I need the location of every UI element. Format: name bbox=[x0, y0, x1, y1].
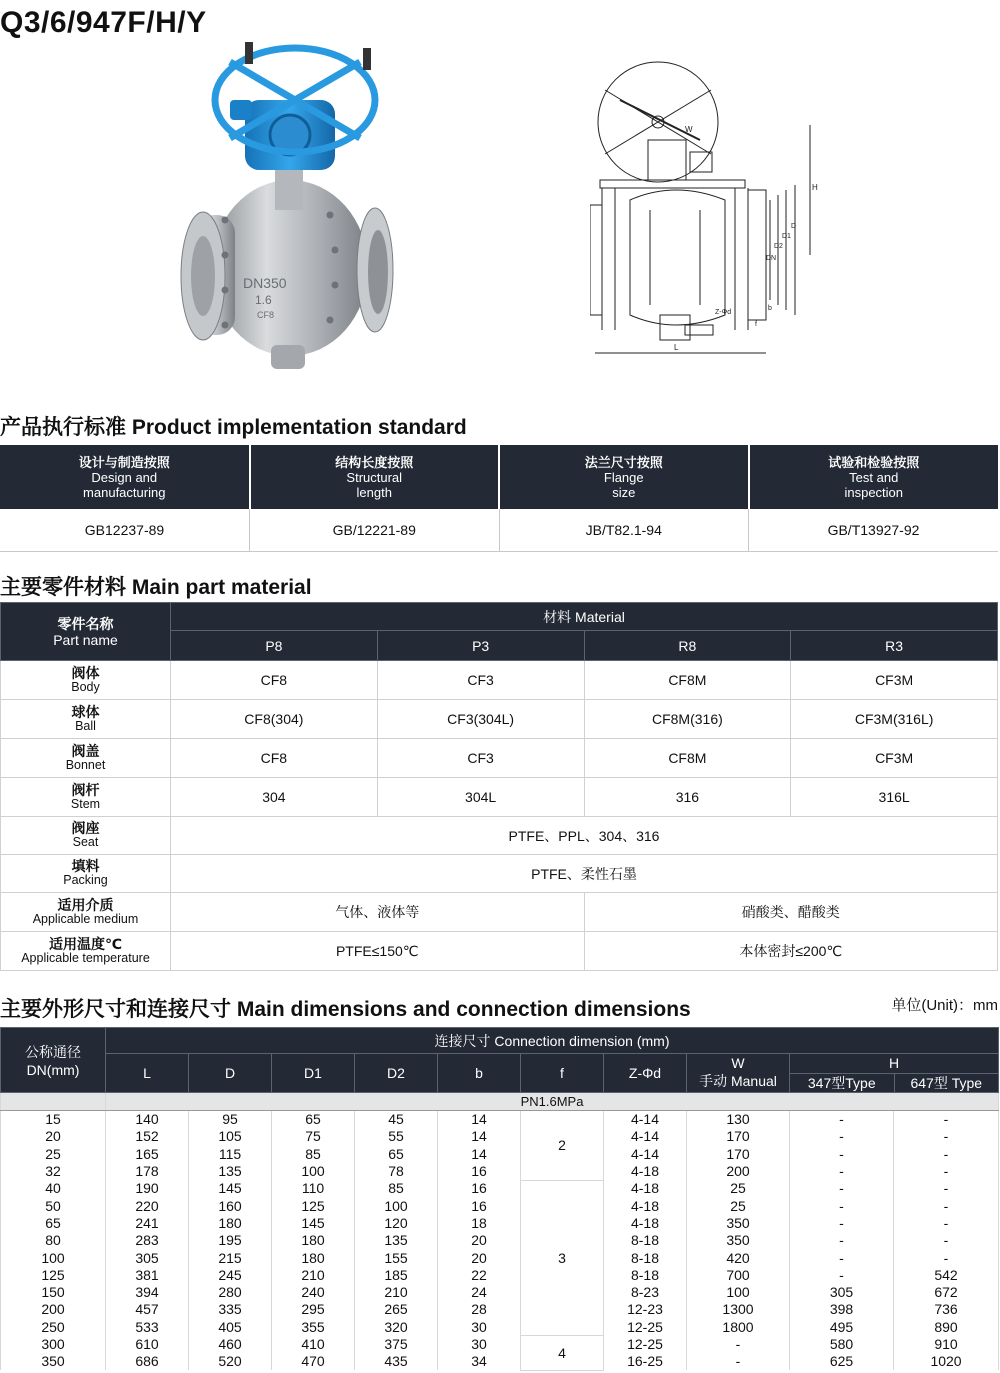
table-row bbox=[1, 1249, 999, 1266]
table-cell: 405 bbox=[189, 1319, 272, 1336]
table-cell: 625 bbox=[790, 1353, 894, 1370]
table-cell: 155 bbox=[355, 1249, 438, 1266]
table-cell: 22 bbox=[438, 1267, 521, 1284]
table-cell: - bbox=[894, 1128, 999, 1145]
table-row bbox=[1, 1353, 999, 1370]
table-cell: 65 bbox=[355, 1146, 438, 1163]
table-cell: 381 bbox=[106, 1267, 189, 1284]
table-cell: - bbox=[687, 1353, 790, 1370]
pn-label: PN1.6MPa bbox=[106, 1093, 999, 1111]
table-cell: 16-25 bbox=[604, 1353, 687, 1370]
standard-table bbox=[0, 445, 998, 552]
table-cell: 32 bbox=[1, 1163, 106, 1180]
table-cell: 350 bbox=[687, 1215, 790, 1232]
table-cell: 355 bbox=[272, 1319, 355, 1336]
col-header-w: W 手动 Manual bbox=[687, 1054, 790, 1093]
photo-body-text: DN350 bbox=[243, 275, 287, 291]
page-title: Q3/6/947F/H/Y bbox=[0, 6, 207, 39]
material-row-body: 阀体 Body CF8 CF3 CF8M CF3M bbox=[1, 661, 998, 700]
table-cell: 30 bbox=[438, 1336, 521, 1353]
table-cell: 25 bbox=[687, 1197, 790, 1214]
table-cell: 78 bbox=[355, 1163, 438, 1180]
table-cell: 100 bbox=[687, 1284, 790, 1301]
unit-label: 单位(Unit)：mm bbox=[891, 997, 998, 1014]
table-cell: - bbox=[894, 1180, 999, 1197]
table-cell: - bbox=[790, 1197, 894, 1214]
table-cell: 20 bbox=[438, 1232, 521, 1249]
drawing-label-b: b bbox=[768, 305, 772, 312]
material-table bbox=[0, 602, 998, 971]
material-row-seat: 阀座 Seat PTFE、PPL、304、316 bbox=[1, 817, 998, 855]
col-header-zd: Z-Φd bbox=[604, 1054, 687, 1093]
table-cell: - bbox=[687, 1336, 790, 1353]
table-cell: 295 bbox=[272, 1301, 355, 1318]
table-cell: 240 bbox=[272, 1284, 355, 1301]
table-cell: 140 bbox=[106, 1111, 189, 1129]
table-cell: 210 bbox=[355, 1284, 438, 1301]
f-value-cell: 4 bbox=[521, 1336, 604, 1371]
table-cell: 20 bbox=[1, 1128, 106, 1145]
table-cell: - bbox=[790, 1232, 894, 1249]
table-cell: 145 bbox=[272, 1215, 355, 1232]
table-cell: 210 bbox=[272, 1267, 355, 1284]
material-row-temp: 适用温度℃ Applicable temperature PTFE≤150℃ 本体密封≤200℃ bbox=[1, 932, 998, 971]
table-cell: 80 bbox=[1, 1232, 106, 1249]
drawing-label-l: L bbox=[674, 343, 679, 352]
table-cell: 14 bbox=[438, 1111, 521, 1129]
table-cell: 686 bbox=[106, 1353, 189, 1370]
table-cell: 195 bbox=[189, 1232, 272, 1249]
table-cell: 250 bbox=[1, 1319, 106, 1336]
table-row bbox=[1, 1163, 999, 1180]
table-cell: - bbox=[790, 1146, 894, 1163]
table-cell: 30 bbox=[438, 1319, 521, 1336]
table-cell: 8-18 bbox=[604, 1232, 687, 1249]
table-cell: 8-18 bbox=[604, 1249, 687, 1266]
table-row bbox=[1, 1215, 999, 1232]
col-header-b: b bbox=[438, 1054, 521, 1093]
table-cell: 533 bbox=[106, 1319, 189, 1336]
standard-header-cell: 法兰尺寸按照 Flange size bbox=[499, 445, 749, 509]
table-cell: 215 bbox=[189, 1249, 272, 1266]
table-cell: 890 bbox=[894, 1319, 999, 1336]
table-row bbox=[1, 1180, 999, 1197]
table-cell: 394 bbox=[106, 1284, 189, 1301]
drawing-label-d: D bbox=[791, 223, 797, 230]
table-cell: 75 bbox=[272, 1128, 355, 1145]
table-cell: 4-14 bbox=[604, 1128, 687, 1145]
table-cell: 85 bbox=[355, 1180, 438, 1197]
table-cell: - bbox=[894, 1146, 999, 1163]
standard-value-cell: GB/12221-89 bbox=[250, 509, 500, 552]
table-cell: 398 bbox=[790, 1301, 894, 1318]
table-cell: 265 bbox=[355, 1301, 438, 1318]
table-cell: - bbox=[894, 1163, 999, 1180]
table-cell: 20 bbox=[438, 1249, 521, 1266]
drawing-label-w: W bbox=[685, 125, 693, 134]
standard-heading: 产品执行标准 Product implementation standard bbox=[0, 416, 467, 439]
table-cell: 40 bbox=[1, 1180, 106, 1197]
table-cell: 610 bbox=[106, 1336, 189, 1353]
table-cell: 45 bbox=[355, 1111, 438, 1129]
table-cell: 320 bbox=[355, 1319, 438, 1336]
table-cell: 28 bbox=[438, 1301, 521, 1318]
table-cell: 165 bbox=[106, 1146, 189, 1163]
table-cell: 8-23 bbox=[604, 1284, 687, 1301]
table-cell: 300 bbox=[1, 1336, 106, 1353]
table-cell: 470 bbox=[272, 1353, 355, 1370]
table-cell: - bbox=[894, 1111, 999, 1129]
col-header-l: L bbox=[106, 1054, 189, 1093]
table-cell: 18 bbox=[438, 1215, 521, 1232]
table-cell: 85 bbox=[272, 1146, 355, 1163]
drawing-label-zd: Z-Φd bbox=[715, 309, 732, 316]
table-cell: 4-18 bbox=[604, 1180, 687, 1197]
drawing-label-d1: D1 bbox=[782, 233, 791, 240]
col-header-d2: D2 bbox=[355, 1054, 438, 1093]
table-cell: 736 bbox=[894, 1301, 999, 1318]
table-cell: 220 bbox=[106, 1197, 189, 1214]
table-cell: 4-18 bbox=[604, 1163, 687, 1180]
table-cell: 24 bbox=[438, 1284, 521, 1301]
table-cell: 180 bbox=[272, 1232, 355, 1249]
table-row bbox=[1, 1284, 999, 1301]
table-cell: 150 bbox=[1, 1284, 106, 1301]
table-cell: 280 bbox=[189, 1284, 272, 1301]
table-cell: 100 bbox=[1, 1249, 106, 1266]
table-cell: 65 bbox=[1, 1215, 106, 1232]
table-cell: 178 bbox=[106, 1163, 189, 1180]
material-row-ball: 球体 Ball CF8(304) CF3(304L) CF8M(316) CF3M(316L) bbox=[1, 700, 998, 739]
col-header-f: f bbox=[521, 1054, 604, 1093]
table-cell: 25 bbox=[687, 1180, 790, 1197]
table-cell: 245 bbox=[189, 1267, 272, 1284]
table-cell: 542 bbox=[894, 1267, 999, 1284]
drawing-label-d2: D2 bbox=[774, 243, 783, 250]
valve-section-drawing bbox=[590, 60, 830, 365]
table-cell: - bbox=[790, 1128, 894, 1145]
f-value-cell: 3 bbox=[521, 1180, 604, 1336]
table-cell: 145 bbox=[189, 1180, 272, 1197]
table-cell: 283 bbox=[106, 1232, 189, 1249]
table-cell: 185 bbox=[355, 1267, 438, 1284]
material-row-stem: 阀杆 Stem 304 304L 316 316L bbox=[1, 778, 998, 817]
f-value-cell: 2 bbox=[521, 1111, 604, 1181]
table-cell: 100 bbox=[355, 1197, 438, 1214]
material-row-bonnet: 阀盖 Bonnet CF8 CF3 CF8M CF3M bbox=[1, 739, 998, 778]
table-cell: 170 bbox=[687, 1128, 790, 1145]
table-cell: 1300 bbox=[687, 1301, 790, 1318]
table-cell: - bbox=[894, 1249, 999, 1266]
table-cell: - bbox=[894, 1215, 999, 1232]
table-cell: 16 bbox=[438, 1180, 521, 1197]
grade-header: R3 bbox=[791, 631, 998, 661]
drawing-label-h: H bbox=[812, 183, 818, 192]
grade-header: P3 bbox=[377, 631, 584, 661]
table-cell: 50 bbox=[1, 1197, 106, 1214]
table-cell: 420 bbox=[687, 1249, 790, 1266]
table-cell: 4-18 bbox=[604, 1197, 687, 1214]
table-cell: 410 bbox=[272, 1336, 355, 1353]
standard-value-cell: JB/T82.1-94 bbox=[499, 509, 749, 552]
table-cell: 1020 bbox=[894, 1353, 999, 1370]
table-cell: 4-14 bbox=[604, 1111, 687, 1129]
table-cell: 16 bbox=[438, 1163, 521, 1180]
table-cell: 1800 bbox=[687, 1319, 790, 1336]
table-row bbox=[1, 1336, 999, 1353]
dn-header: 公称通径 DN(mm) bbox=[1, 1028, 106, 1093]
table-cell: - bbox=[790, 1163, 894, 1180]
col-header-d1: D1 bbox=[272, 1054, 355, 1093]
table-cell: - bbox=[894, 1232, 999, 1249]
table-cell: 180 bbox=[272, 1249, 355, 1266]
table-cell: - bbox=[790, 1249, 894, 1266]
table-row bbox=[1, 1128, 999, 1145]
table-cell: 15 bbox=[1, 1111, 106, 1129]
drawing-label-dn: DN bbox=[766, 255, 777, 262]
table-cell: 8-18 bbox=[604, 1267, 687, 1284]
table-cell: 700 bbox=[687, 1267, 790, 1284]
table-cell: 12-23 bbox=[604, 1301, 687, 1318]
grade-header: R8 bbox=[584, 631, 791, 661]
photo-pn-text: 1.6 bbox=[255, 293, 272, 307]
table-cell: - bbox=[790, 1215, 894, 1232]
table-cell: 12-25 bbox=[604, 1319, 687, 1336]
table-cell: 200 bbox=[1, 1301, 106, 1318]
table-cell: 4-14 bbox=[604, 1146, 687, 1163]
pn-blank bbox=[1, 1093, 106, 1111]
table-cell: 672 bbox=[894, 1284, 999, 1301]
table-cell: 170 bbox=[687, 1146, 790, 1163]
table-cell: 457 bbox=[106, 1301, 189, 1318]
table-cell: 335 bbox=[189, 1301, 272, 1318]
standard-header-cell: 结构长度按照 Structural length bbox=[250, 445, 500, 509]
table-cell: 100 bbox=[272, 1163, 355, 1180]
table-cell: 350 bbox=[687, 1232, 790, 1249]
table-cell: 910 bbox=[894, 1336, 999, 1353]
material-heading: 主要零件材料 Main part material bbox=[0, 576, 312, 599]
table-cell: 160 bbox=[189, 1197, 272, 1214]
connection-header: 连接尺寸 Connection dimension (mm) bbox=[106, 1028, 999, 1054]
table-row bbox=[1, 1319, 999, 1336]
col-header-d: D bbox=[189, 1054, 272, 1093]
table-cell: 305 bbox=[790, 1284, 894, 1301]
table-cell: 200 bbox=[687, 1163, 790, 1180]
table-cell: 580 bbox=[790, 1336, 894, 1353]
table-cell: 520 bbox=[189, 1353, 272, 1370]
standard-header-cell: 试验和检验按照 Test and inspection bbox=[749, 445, 999, 509]
gear-operated-ball-valve-photo bbox=[175, 40, 405, 380]
table-cell: 435 bbox=[355, 1353, 438, 1370]
table-cell: 12-25 bbox=[604, 1336, 687, 1353]
dimensions-heading: 主要外形尺寸和连接尺寸 Main dimensions and connection dimensions bbox=[0, 998, 691, 1021]
table-cell: - bbox=[790, 1111, 894, 1129]
table-row bbox=[1, 1232, 999, 1249]
table-cell: 25 bbox=[1, 1146, 106, 1163]
table-cell: 495 bbox=[790, 1319, 894, 1336]
table-cell: 4-18 bbox=[604, 1215, 687, 1232]
table-cell: 350 bbox=[1, 1353, 106, 1370]
table-cell: 65 bbox=[272, 1111, 355, 1129]
table-cell: - bbox=[790, 1180, 894, 1197]
grade-header: P8 bbox=[171, 631, 378, 661]
photo-mat-text: CF8 bbox=[257, 310, 275, 320]
dimensions-table bbox=[0, 1027, 999, 1371]
table-cell: 115 bbox=[189, 1146, 272, 1163]
table-cell: 120 bbox=[355, 1215, 438, 1232]
table-cell: 110 bbox=[272, 1180, 355, 1197]
table-cell: 190 bbox=[106, 1180, 189, 1197]
table-cell: 16 bbox=[438, 1197, 521, 1214]
col-header-h: H 347型Type 647型 Type bbox=[790, 1054, 999, 1093]
table-cell: 375 bbox=[355, 1336, 438, 1353]
table-cell: 152 bbox=[106, 1128, 189, 1145]
material-row-packing: 填料 Packing PTFE、柔性石墨 bbox=[1, 855, 998, 893]
standard-header-cell: 设计与制造按照 Design and manufacturing bbox=[0, 445, 250, 509]
table-cell: - bbox=[790, 1267, 894, 1284]
table-cell: 125 bbox=[272, 1197, 355, 1214]
table-row bbox=[1, 1301, 999, 1318]
table-cell: 125 bbox=[1, 1267, 106, 1284]
table-cell: 95 bbox=[189, 1111, 272, 1129]
table-cell: 305 bbox=[106, 1249, 189, 1266]
table-cell: 135 bbox=[189, 1163, 272, 1180]
table-row bbox=[1, 1146, 999, 1163]
standard-value-cell: GB12237-89 bbox=[0, 509, 250, 552]
pn-row bbox=[1, 1093, 999, 1111]
table-cell: 55 bbox=[355, 1128, 438, 1145]
standard-header-row bbox=[0, 445, 998, 509]
table-cell: 180 bbox=[189, 1215, 272, 1232]
material-row-medium: 适用介质 Applicable medium 气体、液体等 硝酸类、醋酸类 bbox=[1, 893, 998, 932]
table-cell: 130 bbox=[687, 1111, 790, 1129]
table-cell: 241 bbox=[106, 1215, 189, 1232]
table-cell: 135 bbox=[355, 1232, 438, 1249]
table-cell: 14 bbox=[438, 1146, 521, 1163]
table-cell: 105 bbox=[189, 1128, 272, 1145]
standard-value-cell: GB/T13927-92 bbox=[749, 509, 999, 552]
part-name-header: 零件名称 Part name bbox=[1, 603, 171, 661]
material-header: 材料 Material bbox=[171, 603, 998, 631]
table-cell: 14 bbox=[438, 1128, 521, 1145]
table-row bbox=[1, 1267, 999, 1284]
table-row bbox=[1, 1111, 999, 1129]
standard-value-row bbox=[0, 509, 998, 552]
table-cell: 460 bbox=[189, 1336, 272, 1353]
drawing-label-f: f bbox=[755, 321, 757, 328]
table-cell: - bbox=[894, 1197, 999, 1214]
table-row bbox=[1, 1197, 999, 1214]
table-cell: 34 bbox=[438, 1353, 521, 1370]
